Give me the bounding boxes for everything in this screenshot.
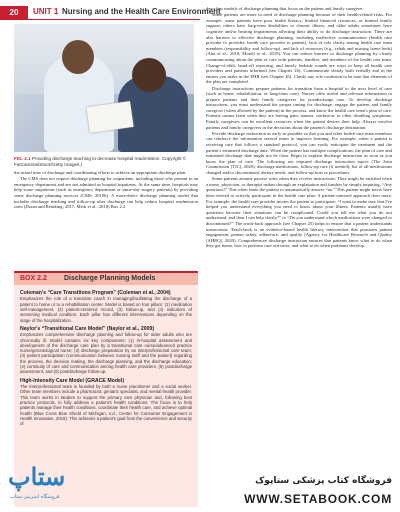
box-label: BOX 2.2 (20, 275, 47, 282)
logo-subtitle: فروشگاه اینترنتی ستاپ (10, 494, 60, 500)
watermark-logo (4, 460, 84, 510)
box-section-text: The interprofessional team is founded by both a nurse practitioner and a social worker. Other team members include a pharmacist, geriatric specialist, and mental health provider. This team works in tandem to support the primary care physician and, following best practice protocols, to fully address a patient's health conditions. The focus is to help patients manage their health conditions, coordinate their health care, and achieve optimal health (Blue Cross Blue Shield of Michigan, n.d.; Center for Consumer Engagement in Health Innovation, 2019). This achieves a patient's goal from the convenience and security of (20, 384, 193, 427)
watermark-site (206, 476, 398, 510)
nurse-patient-photo (14, 24, 194, 152)
header-rule (28, 19, 200, 20)
box-header (14, 273, 198, 285)
right-paragraph: Discharge instructions prepare patients for transition from a hospital to the next level of care (such as home, rehabilitation, or long-term care). Nurses offer useful and relevant information to prepare patients and their family caregivers for postdischarge care. To develop discharge instructions, you must understand the proper timing for discharge, engage the patient and family caregiver (when allowed by the patient) in the process, and know the health care team's plan of care. Patients cannot learn when they are having pain, nausea, confusion, or other disabling symptoms. Family caregivers can be excellent resources when the patient desires their help. Always involve patients and family caregivers in the decisions about the patient's discharge destination. (206, 85, 392, 130)
right-paragraph: Some patients assume passive roles when they receive instructions. They might be satisfied when a nurse, physician, or therapist rushes through an explanation and finishes by simply inquiring, “Any questions?” This often leads the patient to automatically answer “no.” This patient might never have been invited to actively participate in the health care plan. A patient-centered approach does more. For example, the health care provider invites the patient to participate: “I want to make sure that I've helped you understand everything you need to know about your illness. Patients usually have questions because their situations can be complicated. Could you tell me what you do not understand, and then I can help clarify?” or “Do you understand which medications were changed or discontinued?” The teach-back approach (see Chapter 25) helps to ensure that a patient understands instructions. Teach-back is an evidence-based health literacy intervention that promotes patient engagement, patient safety, adherence, and quality (Agency for Healthcare Research and Quality [AHRQ], 2020). Comprehensive discharge instruction ensures that patients know what to do when they get home, how to perform care activities, and what to do when problems develop. (206, 176, 392, 249)
unit-label: UNIT 1 (33, 7, 59, 16)
site-name-persian: فروشگاه کتاب پزشکی ستاپوک (255, 476, 392, 486)
unit-title: Nursing and the Health Care Environment (62, 7, 221, 16)
page-number: 20 (0, 6, 28, 20)
left-paragraph: the actual time of discharge and coordinating efforts to achieve an appropriate discharge plan. (14, 170, 187, 175)
figure-caption-text: Providing discharge teaching to decrease hospital readmission. Copyright © FatCamera/iStock/Getty Images.) (14, 156, 187, 167)
box-section-heading: High-Intensity Care Model (GRACE Model) (20, 377, 125, 384)
box-section-text: Emphasizes comprehensive discharge planning and follow-up for older adults who are chronically ill. Model contains six key components: (1) in-hospital assessment and development of the discharge care plan by a transitional care nurse/advanced practice nurse/gerontological nurse; (2) discharge preparation by an interprofessional care team; (3) patient participation (communication between nursing staff and the patient) regarding the process, the decision making, the discharge planning, and the discharge education; (4) continuity of care and communication among health care providers; (5) postdischarge assessment; and (6) postdischarge follow-up. (20, 332, 192, 375)
figure-caption (14, 156, 198, 168)
logo-mark: ستاپ (8, 464, 66, 491)
nurse-head (62, 40, 94, 74)
box-section-text: Emphasizes the role of a transition coach in managing/facilitating the discharge of a patient to home or to a rehabilitation center. Model is based on four pillars: (1) medication self-management, (2) patient-centered record, (3) follow-up, and (4) indicators of worsening medical condition. Each pillar has different interventions depending on the stage of the hospitalization. (20, 296, 192, 323)
box-title: Discharge Planning Models (64, 275, 156, 282)
site-url[interactable]: WWW.SETABOOK.COM (244, 492, 392, 506)
right-paragraph: Some patients are more in need of discharge planning because of their health-related risks. For example, some patients have poor health literacy, limited financial resources, or limited family support; others have long-term disabilities or chronic illness; and older adults sometimes have cognitive and/or hearing impairments affecting their ability to do discharge instruction. There are also barriers to effective discharge planning, including ineffective communication (health care provider to provider; health care provider to patient), lack of role clarity among health care team members (responsibility and follow-up), and lack of resources (e.g., rehab and nursing home beds) (Abu et al., 2018; Morell et al., 2019). You can reduce barriers to discharge planning by clearly communicating about the plan of care with patients, families, and members of the health care team. Change-of-shift, hand-off reporting, and hourly bedside rounds are ways to keep all health care providers and patients informed (see Chapter 26). Communicate clearly both verbally and in the entries you make in the EHR (see Chapter 26). Clarify any role confusion to be sure that elements of the plan are completed. (206, 12, 392, 85)
left-paragraph: The CMS does not require discharge planning for outpatients, including those who present to an emergency department and are not admitted as hospital inpatients. At the same time, hospitals may help some outpatients (such as emergency department or same-day surgery patients) by providing some discharge planning services (CMS, 2019b). A more-direct discharge planning model that includes discharge teaching and follow-up after discharge can help reduce hospital readmission rates (Doran and Reinking, 2017; Merk et al., 2018) Box 2.2 (14, 176, 198, 210)
box-section-heading: Coleman's “Care Transitions Program” (Coleman et al., 2004) (20, 290, 171, 296)
figure-label: FIG. 2.1 (14, 156, 31, 161)
patient-head (132, 58, 166, 92)
right-paragraph: Provide discharge instruction as early as possible so that you and other health care team members can reinforce the information several times to improve learning. For example, when a patient is receiving care that follows a standard protocol, you can easily anticipate the treatment and the patient's estimated discharge date. When the patient has multiple complications, the plan of care and estimated discharge date might not be clear. Begin to explain discharge instruction as soon as you know the plan of care. The following are required discharge instruction topics (The Joint Commission [TJC], 2020): discharge medications, follow-up care (if needed), list of all medications changed and/or discontinued, dietary needs, and follow-up tests or procedures. (206, 130, 392, 175)
right-column (206, 6, 392, 472)
box-section-heading: Naylor's “Transitional Care Model” (Naylor et al., 2009) (20, 325, 155, 332)
left-column (14, 170, 198, 210)
box-body (14, 285, 198, 429)
right-paragraph: describes models of discharge planning that focus on the patient and family caregiver. (206, 6, 364, 11)
